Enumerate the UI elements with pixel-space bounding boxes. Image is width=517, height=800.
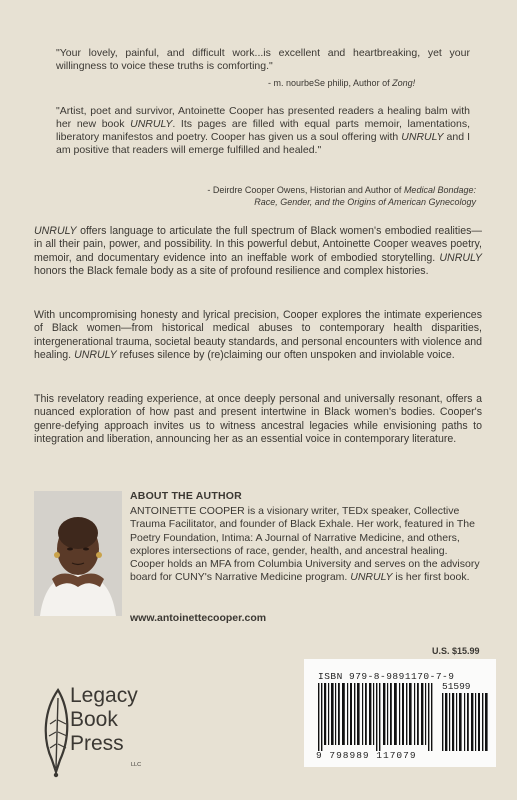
attribution-book-title: Medical Bondage:: [403, 185, 476, 195]
description-paragraph-2: [34, 309, 482, 363]
quote-text: "Your lovely, painful, and difficult work...is excellent and heartbreaking, yet your willingness to voice these truths is comforting.": [56, 47, 470, 72]
quote-text: . Its pages are filled with equal parts memoir, lamentations, liberatory manifestos and poetry. Cooper has given us a soul offering with: [56, 118, 470, 143]
paragraph-text: refuses silence by (re)claiming our often unspoken and inviolable voice.: [116, 349, 455, 362]
review-quote-1: [56, 47, 470, 73]
isbn-barcode: [304, 659, 496, 767]
quote-attribution-2: [166, 184, 476, 208]
paragraph-text: offers language to articulate the full spectrum of Black women's embodied realities—in all their pain, power, and possibility. In this powerful debut, Antoinette Cooper weaves poetry, memoir, and documentary evidence into an ineffable work of embodied storytelling.: [34, 225, 482, 264]
attribution-text: - Deirdre Cooper Owens, Historian and Author of: [207, 185, 404, 195]
book-title: UNRULY: [34, 225, 77, 237]
publisher-suffix: LLC: [131, 762, 142, 768]
isbn-text: ISBN 979-8-9891170-7-9: [318, 671, 455, 682]
publisher-name-line: Legacy: [70, 684, 138, 707]
author-photo: [34, 491, 122, 616]
publisher-name-line: Book: [70, 708, 118, 731]
quote-text: "Artist, poet and survivor, Antoinette Cooper has presented readers a healing balm with her new book: [56, 105, 470, 130]
barcode-bars-icon: [316, 683, 496, 751]
book-title: UNRULY: [74, 349, 117, 362]
paragraph-text: With uncompromising honesty and lyrical precision, Cooper explores the intimate experiences of Black women—from historical medical abuses to contemporary health disparities, intergenerational trauma, societal beauty standards, and personal encounters with violence and healing.: [34, 309, 482, 362]
about-author-heading: ABOUT THE AUTHOR: [130, 490, 242, 502]
book-title: UNRULY: [350, 571, 393, 584]
book-title: UNRULY: [401, 131, 444, 143]
attribution-text: - m. nourbeSe philip, Author of: [268, 78, 393, 88]
price-label: U.S. $15.99: [432, 646, 480, 656]
review-quote-2: [56, 105, 470, 157]
author-bio: [130, 505, 482, 585]
attribution-book-subtitle: Race, Gender, and the Origins of American Gynecology: [254, 197, 476, 207]
author-portrait-icon: [34, 491, 122, 616]
attribution-book-title: Zong!: [392, 78, 416, 88]
bio-text: is her first book.: [392, 571, 470, 584]
description-paragraph-3: [34, 393, 482, 447]
paragraph-text: honors the Black female body as a site of profound resilience and complex histories.: [34, 265, 429, 278]
barcode-ean-number: 9 798989 117079: [316, 750, 417, 761]
book-title: UNRULY: [130, 118, 173, 130]
bio-text: ANTOINETTE COOPER is a visionary writer, TEDx speaker, Collective Trauma Facilitator, and founder of Black Exhale. Her work, featured in The Poetry Foundation, Intima: A Journal of Narrative Medicine, and others, explores intersections of race, gender, health, and ancestral healing. Cooper holds an MFA from Columbia University and serves on the advisory board for CUNY's Narrative Medicine program.: [130, 505, 480, 584]
description-paragraph-1: [34, 225, 482, 279]
paragraph-text: This revelatory reading experience, at once deeply personal and universally resonant, offers a nuanced exploration of how past and present intertwine in Black women's bodies. Cooper's genre-defying approach invites us to witness ancestral legacies while envisioning paths to integration and liberation, announcing her as an essential voice in contemporary literature.: [34, 393, 482, 446]
barcode-addon-number: 51599: [442, 681, 471, 692]
quote-text: and I am positive that readers will emerge fulfilled and healed.": [56, 131, 470, 156]
author-website: www.antoinettecooper.com: [130, 612, 267, 624]
publisher-name-line: Press: [70, 732, 124, 755]
quote-attribution-1: [268, 77, 415, 89]
publisher-name: [70, 684, 138, 756]
book-title: UNRULY: [439, 251, 482, 264]
